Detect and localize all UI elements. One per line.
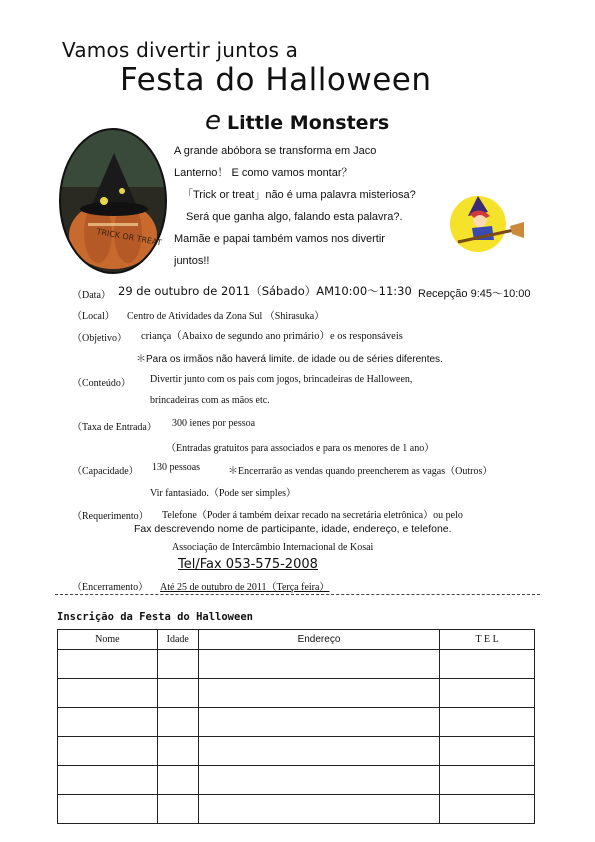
title-little-monsters: Little Monsters <box>227 112 390 134</box>
data-label: （Data） <box>72 290 111 301</box>
registration-table <box>57 629 535 824</box>
data-value: 29 de outubro de 2011（Sábado）AM10:00～11:30 <box>118 284 412 298</box>
tel-cell[interactable] <box>440 795 535 824</box>
encerramento-value: Até 25 de outubro de 2011（Terça feira） <box>160 582 330 593</box>
intro-line: A grande abóbora se transforma em Jaco <box>174 145 377 157</box>
objetivo-note: ＊Para os irmãos não haverá limite. de idade ou de séries diferentes. <box>136 354 443 365</box>
nome-cell[interactable] <box>58 766 158 795</box>
col-header-tel: T E L <box>440 630 535 650</box>
pumpkin-text: TRICK OR TREAT <box>95 227 163 248</box>
idade-cell[interactable] <box>157 708 198 737</box>
idade-cell[interactable] <box>157 766 198 795</box>
requerimento-value-2: Fax descrevendo nome de participante, idade, endereço, e telefone. <box>134 523 452 535</box>
col-header-nome: Nome <box>58 630 158 650</box>
taxa-label: （Taxa de Entrada） <box>72 422 157 433</box>
tel-cell[interactable] <box>440 737 535 766</box>
table-row <box>58 766 535 795</box>
title-line-1: Vamos divertir juntos a <box>62 38 299 62</box>
endereco-cell[interactable] <box>198 708 439 737</box>
encerramento-label: （Encerramento） <box>72 582 149 593</box>
taxa-value: 300 ienes por pessoa <box>172 418 256 429</box>
tel-cell[interactable] <box>440 679 535 708</box>
local-label: （Local） <box>72 311 115 322</box>
table-row <box>58 650 535 679</box>
capacidade-label: （Capacidade） <box>72 466 139 477</box>
col-header-idade: Idade <box>157 630 198 650</box>
endereco-cell[interactable] <box>198 766 439 795</box>
conteudo-value-2: brincadeiras com as mãos etc. <box>150 395 270 406</box>
tel-cell[interactable] <box>440 766 535 795</box>
intro-line: Mamãe e papai também vamos nos divertir <box>174 233 385 245</box>
form-title: Inscrição da Festa do Halloween <box>57 611 253 623</box>
requerimento-value-1: Telefone（Poder á também deixar recado na secretária eletrônica）ou pelo <box>162 510 463 521</box>
objetivo-value: criança（Abaixo de segundo ano primário）e os responsáveis <box>141 331 403 342</box>
table-row <box>58 679 535 708</box>
tel-fax-number: Tel/Fax 053-575-2008 <box>178 557 318 572</box>
nome-cell[interactable] <box>58 679 158 708</box>
intro-line: Será que ganha algo, falando esta palavra?. <box>186 211 403 223</box>
outros-value: Vir fantasiado.（Pode ser simples） <box>150 488 297 499</box>
title-line-3 <box>205 106 389 136</box>
nome-cell[interactable] <box>58 708 158 737</box>
intro-line: juntos!! <box>174 255 210 267</box>
table-row <box>58 737 535 766</box>
endereco-cell[interactable] <box>198 795 439 824</box>
title-line-2: Festa do Halloween <box>120 62 432 98</box>
intro-line: 「Trick or treat」não é uma palavra misteriosa? <box>182 189 416 201</box>
local-value: Centro de Atividades da Zona Sul （Shirasuka） <box>127 311 325 322</box>
intro-line: Lanterno！ E como vamos montar？ <box>174 167 353 179</box>
taxa-note: （Entradas gratuitos para associados e para os menores de 1 ano） <box>166 443 435 454</box>
nome-cell[interactable] <box>58 795 158 824</box>
nome-cell[interactable] <box>58 650 158 679</box>
table-header-row <box>58 630 535 650</box>
intro-paragraph <box>174 140 440 272</box>
endereco-cell[interactable] <box>198 737 439 766</box>
pumpkin-witch-image <box>58 127 168 275</box>
title-e: e <box>205 106 221 136</box>
nome-cell[interactable] <box>58 737 158 766</box>
capacidade-value: 130 pessoas <box>152 462 201 473</box>
idade-cell[interactable] <box>157 737 198 766</box>
capacidade-note: ＊Encerrarão as vendas quando preencherem as vagas（Outros） <box>228 466 493 477</box>
objetivo-label: （Objetivo） <box>72 333 127 344</box>
cut-line <box>55 594 540 595</box>
table-row <box>58 708 535 737</box>
recepcao-value: Recepção 9:45～10:00 <box>418 288 531 300</box>
idade-cell[interactable] <box>157 795 198 824</box>
witch-on-broom-icon <box>444 186 526 256</box>
tel-cell[interactable] <box>440 708 535 737</box>
col-header-endereco: Endereço <box>198 630 439 650</box>
associacao-name: Associação de Intercâmbio Internacional de Kosai <box>172 542 374 553</box>
endereco-cell[interactable] <box>198 650 439 679</box>
tel-cell[interactable] <box>440 650 535 679</box>
requerimento-label: （Requerimento） <box>72 511 149 522</box>
idade-cell[interactable] <box>157 650 198 679</box>
table-row <box>58 795 535 824</box>
conteudo-value-1: Divertir junto com os pais com jogos, brincadeiras de Halloween, <box>150 374 413 385</box>
endereco-cell[interactable] <box>198 679 439 708</box>
conteudo-label: （Conteúdo） <box>72 378 131 389</box>
idade-cell[interactable] <box>157 679 198 708</box>
